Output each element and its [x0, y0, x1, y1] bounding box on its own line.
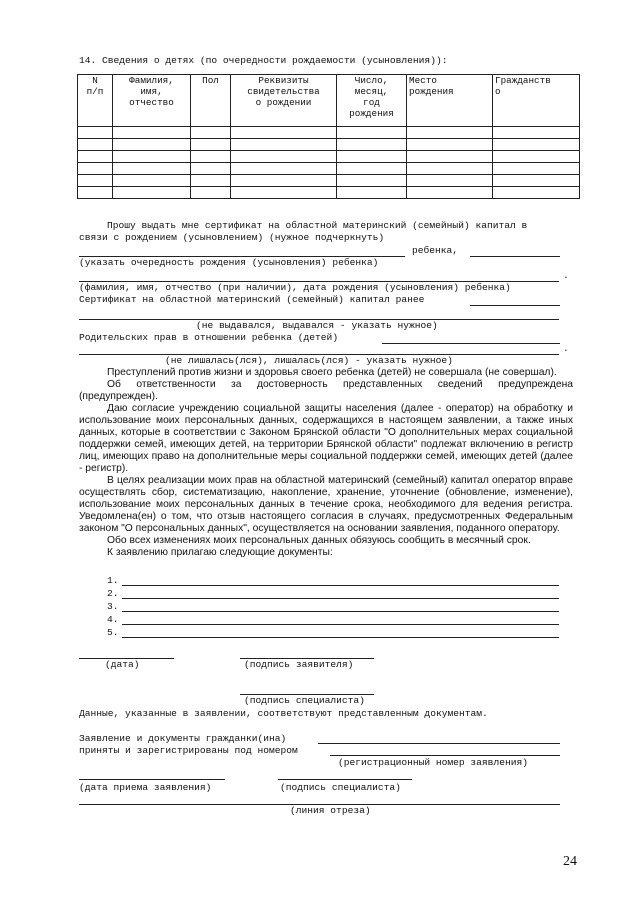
table-cell[interactable]: [78, 127, 113, 139]
table-cell[interactable]: [407, 175, 493, 187]
hint-registration-specialist: (подпись специалиста): [280, 782, 401, 793]
table-cell[interactable]: [231, 163, 337, 175]
table-row: [78, 163, 580, 175]
child-field[interactable]: [470, 256, 560, 257]
statement-crimes: Преступлений против жизни и здоровья своего ребенка (детей) не совершала (не совершал).: [107, 367, 557, 378]
hint-reception-date: (дата приема заявления): [79, 782, 212, 793]
hint-date: (дата): [105, 659, 140, 670]
table-cell[interactable]: [191, 163, 231, 175]
table-cell[interactable]: [407, 127, 493, 139]
section-14-title: 14. Сведения о детях (по очередности рождаемости (усыновления)):: [79, 55, 448, 66]
table-cell[interactable]: [113, 175, 191, 187]
column-header: Пол: [191, 75, 231, 127]
hint-deprived: (не лишалась(лся), лишалась(лся) - указать нужное): [165, 355, 453, 366]
table-cell[interactable]: [78, 175, 113, 187]
table-cell[interactable]: [231, 151, 337, 163]
certificate-before-label: Сертификат на областной материнский (семейный) капитал ранее: [79, 294, 425, 305]
table-cell[interactable]: [337, 139, 407, 151]
table-cell[interactable]: [337, 151, 407, 163]
registration-line-1: Заявление и документы гражданки(ина): [79, 733, 287, 744]
table-cell[interactable]: [337, 127, 407, 139]
reception-date-field[interactable]: [79, 779, 225, 780]
table-cell[interactable]: [78, 163, 113, 175]
column-header: Место рождения: [407, 75, 493, 127]
column-header: N п/п: [78, 75, 113, 127]
hint-birth-order: (указать очередность рождения (усыновления) ребенка): [79, 257, 379, 268]
hint-cut-line: (линия отреза): [290, 805, 371, 816]
registration-number-field[interactable]: [330, 755, 560, 756]
attachment-field-1[interactable]: [122, 585, 559, 586]
statement-notify: Обо всех изменениях моих персональных данных обязуюсь сообщить в месячный срок.: [107, 535, 531, 546]
period-mark: .: [563, 343, 569, 354]
table-cell[interactable]: [113, 151, 191, 163]
table-cell[interactable]: [191, 127, 231, 139]
table-cell[interactable]: [191, 187, 231, 199]
table-cell[interactable]: [231, 187, 337, 199]
table-cell[interactable]: [113, 187, 191, 199]
attachment-number: 5.: [107, 627, 119, 638]
attachment-number: 1.: [107, 575, 119, 586]
table-row: [78, 151, 580, 163]
period-mark: .: [563, 270, 569, 281]
table-row: [78, 175, 580, 187]
hint-child-details: (фамилия, имя, отчество (при наличии), дата рождения (усыновления) ребенка): [79, 282, 511, 293]
table-row: [78, 127, 580, 139]
children-table: [77, 74, 580, 199]
request-line-2: связи с рождением (усыновлением) (нужное подчеркнуть): [79, 232, 385, 243]
table-cell[interactable]: [191, 139, 231, 151]
attachment-field-2[interactable]: [122, 598, 559, 599]
certificate-before-field[interactable]: [470, 305, 560, 306]
table-cell[interactable]: [337, 187, 407, 199]
table-cell[interactable]: [493, 187, 580, 199]
hint-registration-number: (регистрационный номер заявления): [338, 757, 528, 768]
table-cell[interactable]: [78, 139, 113, 151]
hint-issued: (не выдавался, выдавался - указать нужное): [196, 320, 438, 331]
registration-line-2: приняты и зарегистрированы под номером: [79, 745, 298, 756]
table-cell[interactable]: [231, 139, 337, 151]
child-word: ребенка,: [412, 245, 459, 256]
hint-applicant-signature: (подпись заявителя): [244, 659, 354, 670]
table-cell[interactable]: [407, 187, 493, 199]
table-cell[interactable]: [78, 187, 113, 199]
statement-consent: Даю согласие учреждению социальной защиты населения (далее - оператор) на обработку и использование моих персональных данных, содержащихся в настоящем заявлении, а также иных данных, которые в соответствии с Законом Брянской области "О дополнительных мерах социальной поддержки семей, имеющих детей, на территории Брянской области" подлежат включению в регистр лиц, имеющих право на дополнительные меры социальной поддержки семей, имеющих детей (далее - регистр).: [79, 403, 573, 474]
statement-responsibility: Об ответственности за достоверность представленных сведений предупреждена (предупрежден).: [79, 379, 573, 402]
table-cell[interactable]: [493, 127, 580, 139]
table-cell[interactable]: [407, 139, 493, 151]
citizen-name-field[interactable]: [318, 743, 560, 744]
table-cell[interactable]: [78, 151, 113, 163]
statements-block: [79, 367, 573, 559]
table-cell[interactable]: [493, 151, 580, 163]
table-cell[interactable]: [337, 163, 407, 175]
statement-purposes: В целях реализации моих прав на областной материнский (семейный) капитал оператор вправе осуществлять сбор, систематизацию, накопление, хранение, уточнение (обновление, изменение), использование моих персональных данных в течение срока, необходимого для ведения регистра. Уведомлена(ен) о том, что отзыв настоящего согласия в случаях, предусмотренных Федеральным законом "О персональных данных", осуществляется на основании заявления, поданного оператору.: [79, 475, 573, 534]
registration-specialist-field[interactable]: [278, 779, 412, 780]
table-cell[interactable]: [191, 175, 231, 187]
page-number: 24: [563, 854, 577, 869]
column-header: Реквизиты свидетельства о рождении: [231, 75, 337, 127]
request-line-1: Прошу выдать мне сертификат на областной материнский (семейный) капитал в: [107, 220, 528, 231]
data-match-statement: Данные, указанные в заявлении, соответствуют представленным документам.: [79, 708, 488, 719]
table-row: [78, 139, 580, 151]
attachment-number: 4.: [107, 614, 119, 625]
table-cell[interactable]: [407, 151, 493, 163]
table-cell[interactable]: [493, 139, 580, 151]
table-cell[interactable]: [113, 127, 191, 139]
statement-attach: К заявлению прилагаю следующие документы:: [107, 547, 333, 558]
table-cell[interactable]: [113, 163, 191, 175]
column-header: Число, месяц, год рождения: [337, 75, 407, 127]
table-cell[interactable]: [113, 139, 191, 151]
table-cell[interactable]: [493, 175, 580, 187]
attachment-number: 2.: [107, 588, 119, 599]
column-header: Фамилия, имя, отчество: [113, 75, 191, 127]
table-row: [78, 187, 580, 199]
attachment-field-5[interactable]: [122, 637, 559, 638]
table-cell[interactable]: [493, 163, 580, 175]
table-cell[interactable]: [231, 127, 337, 139]
attachment-number: 3.: [107, 601, 119, 612]
table-cell[interactable]: [337, 175, 407, 187]
attachment-field-3[interactable]: [122, 611, 559, 612]
table-cell[interactable]: [231, 175, 337, 187]
table-cell[interactable]: [191, 151, 231, 163]
parental-rights-label: Родительских прав в отношении ребенка (детей): [79, 332, 339, 343]
hint-specialist-signature: (подпись специалиста): [244, 695, 365, 706]
table-header-row: [78, 75, 580, 127]
column-header: Гражданств о: [493, 75, 580, 127]
parental-rights-field[interactable]: [382, 343, 560, 344]
table-cell[interactable]: [407, 163, 493, 175]
attachment-field-4[interactable]: [122, 624, 559, 625]
